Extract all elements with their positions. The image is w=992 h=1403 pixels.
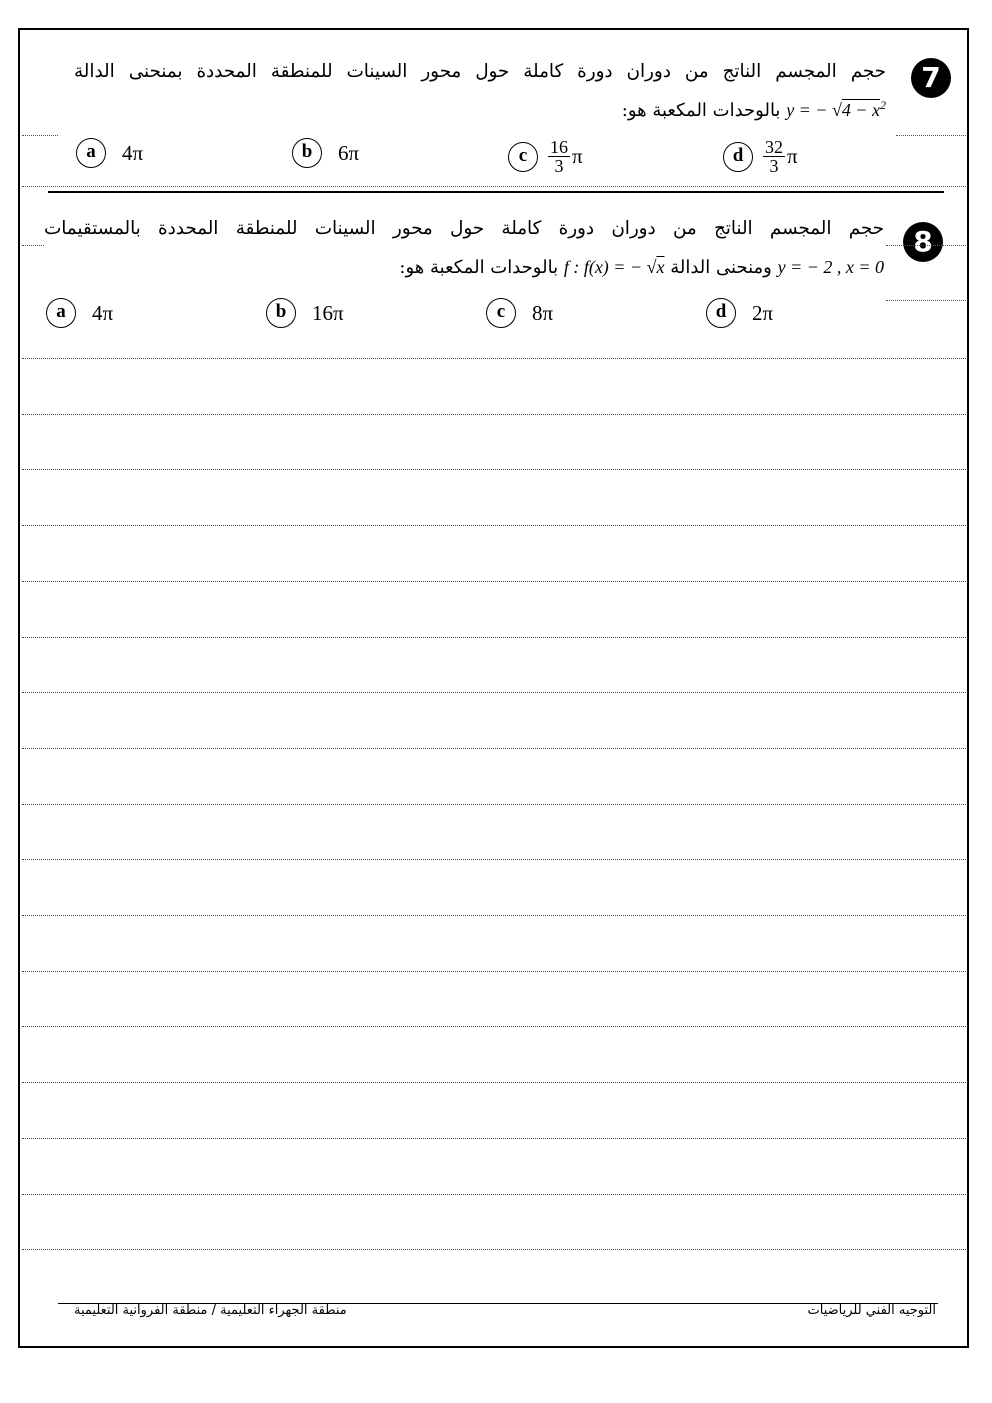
question-8-text-line1: حجم المجسم الناتج من دوران دورة كاملة حول محور السينات للمنطقة المحددة بالمستقيمات — [44, 218, 884, 239]
question-7-text-line1: حجم المجسم الناتج من دوران دورة كاملة حول محور السينات للمنطقة المحددة بمنحنى الدالة — [74, 61, 886, 82]
ruled-line — [22, 469, 966, 470]
q8-option-c[interactable] — [486, 298, 553, 328]
option-letter: b — [266, 298, 296, 328]
option-value: 6π — [338, 140, 360, 165]
q7-option-b[interactable] — [292, 138, 359, 168]
ruled-line — [22, 1082, 966, 1083]
pi-symbol: π — [787, 144, 798, 168]
pi-symbol: π — [572, 144, 583, 168]
footer-right-text: التوجيه الفني للرياضيات — [807, 1303, 936, 1318]
fraction-numerator: 32 — [765, 137, 783, 157]
ruled-line — [22, 525, 966, 526]
option-letter: c — [508, 142, 538, 172]
q8-option-a[interactable] — [46, 298, 113, 328]
fraction-denominator: 3 — [769, 156, 779, 176]
option-letter: b — [292, 138, 322, 168]
q7-option-c[interactable] — [508, 138, 583, 175]
ruled-line — [22, 915, 966, 916]
question-8-units-text: بالوحدات المكعبة هو: — [399, 257, 559, 278]
dotted-rule — [22, 135, 58, 136]
option-letter: d — [706, 298, 736, 328]
option-letter: d — [723, 142, 753, 172]
ruled-line — [22, 859, 966, 860]
option-value: 4π — [92, 300, 114, 325]
question-8-text-line2 — [399, 255, 884, 280]
option-letter: a — [76, 138, 106, 168]
ruled-line — [22, 971, 966, 972]
option-value: 4π — [122, 140, 144, 165]
dotted-rule — [886, 245, 966, 246]
ruled-line — [22, 637, 966, 638]
ruled-line — [22, 1026, 966, 1027]
question-7-text-line2 — [622, 93, 886, 123]
option-fraction — [548, 138, 570, 175]
dotted-rule — [886, 300, 966, 301]
question-8-curve-text: ومنحنى الدالة — [670, 257, 772, 278]
ruled-line — [22, 358, 966, 359]
option-letter: a — [46, 298, 76, 328]
q8-option-b[interactable] — [266, 298, 344, 328]
dotted-rule — [896, 135, 966, 136]
q7-option-a[interactable] — [76, 138, 143, 168]
question-8-lines: y = − 2 , x = 0 — [777, 257, 884, 277]
question-8-function: f : f(x) = − √x — [563, 257, 665, 277]
ruled-line — [22, 1138, 966, 1139]
question-7-function: y = − $√4 - x^2$ — [786, 98, 886, 120]
dotted-rule — [22, 186, 966, 187]
ruled-line — [22, 804, 966, 805]
question-7-units-text: بالوحدات المكعبة هو: — [621, 100, 781, 121]
q8-option-d[interactable] — [706, 298, 773, 328]
option-letter: c — [486, 298, 516, 328]
fraction-numerator: 16 — [550, 137, 568, 157]
q7-option-d[interactable] — [723, 138, 798, 175]
ruled-line — [22, 414, 966, 415]
option-value: 2π — [752, 300, 774, 325]
fraction-denominator: 3 — [554, 156, 564, 176]
question-number-badge: 7 — [911, 58, 951, 98]
ruled-line — [22, 581, 966, 582]
question-number-badge: 8 — [903, 222, 943, 262]
ruled-line — [22, 692, 966, 693]
footer-left-text: منطقة الجهراء التعليمية / منطقة الفروانية التعليمية — [74, 1303, 347, 1318]
option-fraction — [763, 138, 785, 175]
option-value: 16π — [312, 300, 344, 325]
ruled-line — [22, 1249, 966, 1250]
option-value: 8π — [532, 300, 554, 325]
dotted-rule — [22, 245, 44, 246]
ruled-line — [22, 748, 966, 749]
question-separator — [48, 191, 944, 193]
ruled-line — [22, 1194, 966, 1195]
